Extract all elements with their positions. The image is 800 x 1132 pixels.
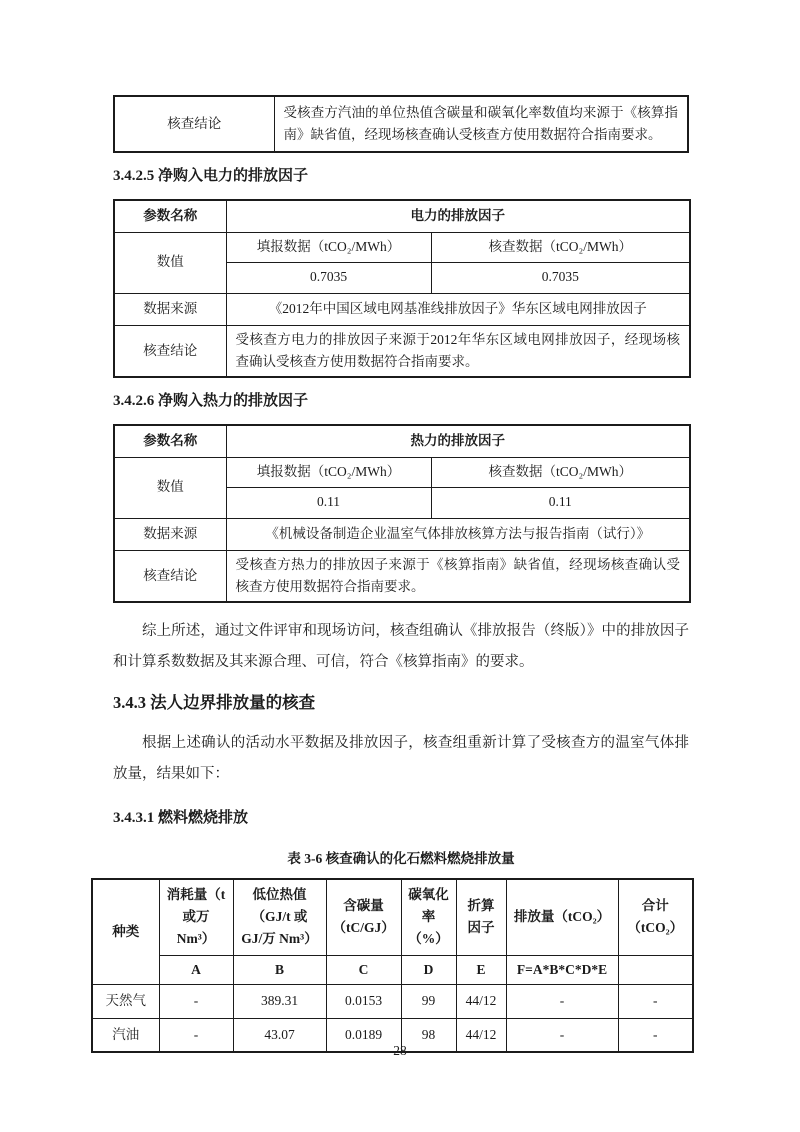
data-source-label: 数据来源 <box>114 293 226 325</box>
table-row <box>114 200 690 232</box>
cell-emissions: - <box>506 984 618 1018</box>
table-row <box>114 425 690 457</box>
section-heading-3-4-2-6: 3.4.2.6 净购入热力的排放因子 <box>113 393 309 410</box>
verified-data-value: 0.11 <box>431 487 690 518</box>
letter-d: D <box>401 955 456 984</box>
cell-fuel-type: 汽油 <box>92 1018 159 1052</box>
conclusion-label: 核查结论 <box>114 550 226 602</box>
cell-heating-value: 43.07 <box>233 1018 326 1052</box>
data-source-value: 《2012年中国区域电网基准线排放因子》华东区域电网排放因子 <box>226 293 690 325</box>
cell-heating-value: 389.31 <box>233 984 326 1018</box>
cell-carbon-content: 0.0189 <box>326 1018 401 1052</box>
reported-data-header: 填报数据（tCO₂/MWh） <box>226 232 431 262</box>
letter-c: C <box>326 955 401 984</box>
gasoline-conclusion-table <box>113 95 689 153</box>
cell-conversion-factor: 44/12 <box>456 1018 506 1052</box>
column-header-heating-value: 低位热值（GJ/t 或 GJ/万 Nm³） <box>233 879 326 955</box>
reported-data-value: 0.7035 <box>226 262 431 293</box>
verified-data-value: 0.7035 <box>431 262 690 293</box>
cell-carbon-content: 0.0153 <box>326 984 401 1018</box>
letter-e: E <box>456 955 506 984</box>
section-heading-3-4-3-1: 3.4.3.1 燃料燃烧排放 <box>113 810 249 827</box>
column-header-oxidation-rate: 碳氧化率（%） <box>401 879 456 955</box>
cell-conversion-factor: 44/12 <box>456 984 506 1018</box>
cell-fuel-type: 天然气 <box>92 984 159 1018</box>
letter-a: A <box>159 955 233 984</box>
reported-data-header: 填报数据（tCO₂/MWh） <box>226 457 431 487</box>
cell-consumption: - <box>159 984 233 1018</box>
document-page-content <box>105 95 689 1053</box>
verified-data-header: 核查数据（tCO₂/MWh） <box>431 457 690 487</box>
column-header-total: 合计（tCO₂） <box>618 879 693 955</box>
param-name-label: 参数名称 <box>114 425 226 457</box>
value-row-label: 数值 <box>114 232 226 293</box>
section-heading-3-4-3: 3.4.3 法人边界排放量的核查 <box>113 693 316 713</box>
table-row <box>114 293 690 325</box>
column-header-carbon-content: 含碳量（tC/GJ） <box>326 879 401 955</box>
column-header-conversion-factor: 折算因子 <box>456 879 506 955</box>
cell-consumption: - <box>159 1018 233 1052</box>
column-header-emissions: 排放量（tCO₂） <box>506 879 618 955</box>
table-row <box>114 232 690 262</box>
column-header-type: 种类 <box>92 879 159 984</box>
cell-oxidation-rate: 99 <box>401 984 456 1018</box>
fuel-table-wrapper <box>91 878 692 1053</box>
param-name-value: 电力的排放因子 <box>226 200 690 232</box>
cell-total: - <box>618 984 693 1018</box>
letter-b: B <box>233 955 326 984</box>
table-letter-row <box>92 955 693 984</box>
conclusion-value: 受核查方热力的排放因子来源于《核算指南》缺省值，经现场核查确认受核查方使用数据符合指南要求。 <box>226 550 690 602</box>
cell-oxidation-rate: 98 <box>401 1018 456 1052</box>
section-heading-3-4-2-5: 3.4.2.5 净购入电力的排放因子 <box>113 168 309 184</box>
conclusion-value: 受核查方电力的排放因子来源于2012年华东区域电网排放因子，经现场核查确认受核查方使用数据符合指南要求。 <box>226 325 690 377</box>
conclusion-label: 核查结论 <box>114 325 226 377</box>
param-name-value: 热力的排放因子 <box>226 425 690 457</box>
reported-data-value: 0.11 <box>226 487 431 518</box>
table-row <box>114 550 690 602</box>
data-source-value: 《机械设备制造企业温室气体排放核算方法与报告指南（试行）》 <box>226 518 690 550</box>
table-header-row <box>92 879 693 955</box>
fuel-combustion-emissions-table <box>91 878 694 1053</box>
conclusion-row-label: 核查结论 <box>114 96 274 152</box>
table-row <box>114 518 690 550</box>
column-header-consumption: 消耗量（t 或万 Nm³） <box>159 879 233 955</box>
cell-emissions: - <box>506 1018 618 1052</box>
table-row <box>114 325 690 377</box>
heat-emission-factor-table <box>113 424 691 603</box>
table-row <box>114 457 690 487</box>
table-row-natural-gas <box>92 984 693 1018</box>
value-row-label: 数值 <box>114 457 226 518</box>
fuel-table-caption: 表 3-6 核查确认的化石燃料燃烧排放量 <box>287 851 515 867</box>
page-number: 28 <box>393 1043 407 1058</box>
paragraph-summary: 综上所述，通过文件评审和现场访问，核查组确认《排放报告（终版）》中的排放因子和计算系数数据及其来源合理、可信，符合《核算指南》的要求。 <box>113 623 689 671</box>
paragraph-recalculation: 根据上述确认的活动水平数据及排放因子，核查组重新计算了受核查方的温室气体排放量，结果如下： <box>113 735 689 783</box>
electricity-emission-factor-table <box>113 199 691 378</box>
letter-formula: F=A*B*C*D*E <box>506 955 618 984</box>
verified-data-header: 核查数据（tCO₂/MWh） <box>431 232 690 262</box>
data-source-label: 数据来源 <box>114 518 226 550</box>
cell-total: - <box>618 1018 693 1052</box>
table-row <box>114 96 688 152</box>
letter-total <box>618 955 693 984</box>
conclusion-row-value: 受核查方汽油的单位热值含碳量和碳氧化率数值均来源于《核算指南》缺省值，经现场核查确认受核查方使用数据符合指南要求。 <box>274 96 688 152</box>
param-name-label: 参数名称 <box>114 200 226 232</box>
